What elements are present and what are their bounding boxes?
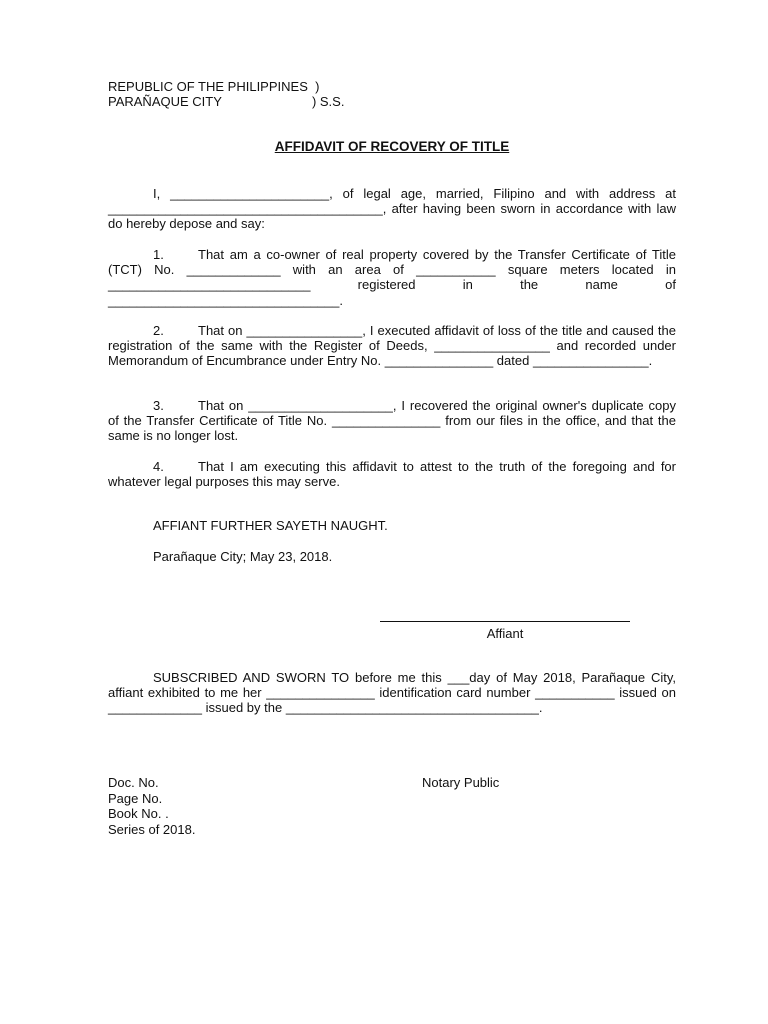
intro-paragraph: I, ______________________, of legal age, married, Filipino and with address at ______________________________________, after having been sworn in accordance with law do hereby depose and say: bbox=[108, 186, 676, 232]
paragraph-3 bbox=[108, 398, 676, 444]
notarial-register bbox=[108, 775, 195, 837]
book-no: Book No. . bbox=[108, 806, 169, 821]
paragraph-number: 3. bbox=[153, 398, 164, 413]
series: Series of 2018. bbox=[108, 821, 196, 837]
caption-republic: REPUBLIC OF THE PHILIPPINES ) bbox=[108, 79, 320, 94]
paragraph-text: That on ____________________, I recovered the original owner's duplicate copy of the Transfer Certificate of Title No. _______________ from our files in the office, and that the same is no longer lost. bbox=[108, 398, 676, 444]
paragraph-text: That on ________________, I executed affidavit of loss of the title and caused the registration of the same with the Register of Deeds, ________________ and recorded under Memorandum of Encumbrance under Entry No. _______________ dated ________________. bbox=[108, 323, 676, 369]
paragraph-1 bbox=[108, 247, 676, 308]
affiant-label: Affiant bbox=[486, 626, 524, 641]
document-title: AFFIDAVIT OF RECOVERY OF TITLE bbox=[274, 139, 510, 154]
paragraph-number: 2. bbox=[153, 323, 164, 338]
paragraph-text: That I am executing this affidavit to attest to the truth of the foregoing and for whatever legal purposes this may serve. bbox=[108, 459, 676, 490]
venue-caption bbox=[108, 79, 344, 109]
jurat-paragraph: SUBSCRIBED AND SWORN TO before me this ___day of May 2018, Parañaque City, affiant exhibited to me her _______________ identification card number ___________ issued on _____________ issued by the ___________________________________. bbox=[108, 670, 676, 716]
caption-city: PARAÑAQUE CITY ) S.S. bbox=[108, 94, 345, 109]
place-and-date: Parañaque City; May 23, 2018. bbox=[153, 549, 333, 564]
notary-public-label: Notary Public bbox=[422, 775, 500, 790]
paragraph-2 bbox=[108, 323, 676, 369]
paragraph-number: 1. bbox=[153, 247, 164, 262]
page-no: Page No. bbox=[108, 790, 163, 806]
doc-no: Doc. No. bbox=[108, 775, 159, 790]
affiant-further-statement: AFFIANT FURTHER SAYETH NAUGHT. bbox=[153, 518, 388, 533]
paragraph-4 bbox=[108, 459, 676, 489]
paragraph-text: That am a co-owner of real property covered by the Transfer Certificate of Title (TCT) No. _____________ with an area of ___________ square meters located in ____________________________ registered in the name of ________________________________. bbox=[108, 247, 676, 308]
paragraph-number: 4. bbox=[153, 459, 164, 474]
affiant-signature-line bbox=[380, 621, 630, 622]
